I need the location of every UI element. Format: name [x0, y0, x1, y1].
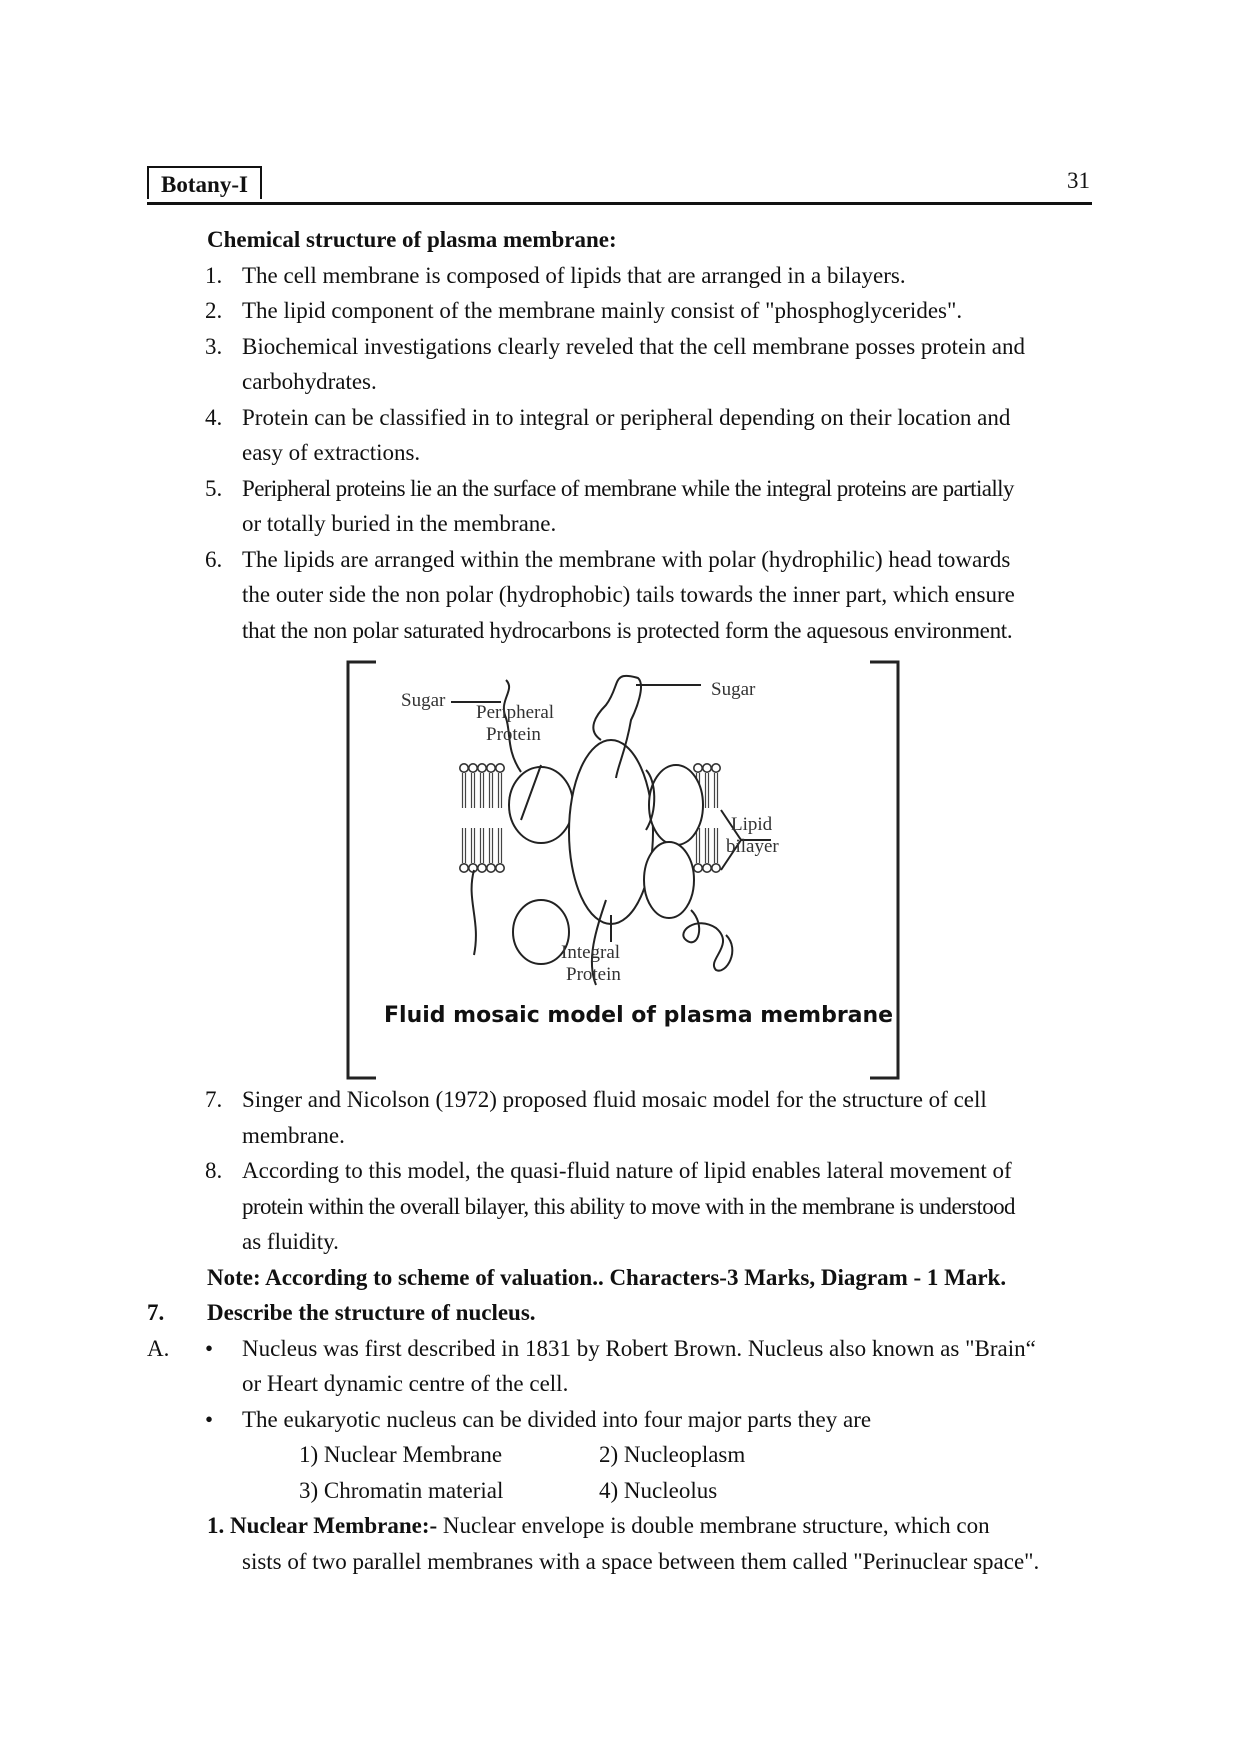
lipid-tail [706, 773, 709, 808]
item-text: protein within the overall bilayer, this ability to move with in the membrane is understood [242, 1193, 1015, 1219]
list-item-continuation [147, 1118, 1107, 1154]
chain-coil [683, 910, 732, 971]
item-text: the outer side the non polar (hydrophobic) tails towards the inner part, which ensure [242, 582, 1015, 607]
integral-label-1: Integral [561, 942, 621, 963]
nucleus-parts [299, 1437, 1107, 1473]
item-number: 8. [205, 1158, 223, 1183]
lipid-tail [490, 828, 493, 863]
nucleus-part: 1) Nuclear Membrane [299, 1442, 503, 1467]
item-text: membrane. [242, 1122, 345, 1148]
item-text: The cell membrane is composed of lipids that are arranged in a bilayers. [242, 262, 906, 288]
integral-label-2: Protein [566, 964, 621, 985]
list-item [147, 471, 1107, 507]
lipid-tail [715, 773, 718, 808]
answer-bullet [147, 1331, 1107, 1367]
list-item [147, 542, 1107, 578]
lipid-tail [499, 828, 502, 863]
list-item-continuation [147, 435, 1107, 471]
nucleus-part: 2) Nucleoplasm [599, 1442, 746, 1467]
answer-label: A. [147, 1335, 170, 1361]
lipid-head [487, 764, 495, 772]
page-number: 31 [1067, 168, 1090, 193]
item-text: The lipids are arranged within the membrane with polar (hydrophilic) head towards [242, 546, 1011, 572]
lipid-head [496, 764, 504, 772]
list-item [147, 400, 1107, 436]
sugar-left-label: Sugar [401, 690, 446, 711]
item-number: 4. [205, 404, 223, 430]
lipid-label-2: bilayer [726, 836, 779, 857]
lipid-tail [697, 828, 700, 863]
bullet-text: The eukaryotic nucleus can be divided into four major parts they are [242, 1406, 872, 1432]
lipid-tail [490, 773, 493, 808]
item-number: 1. [205, 262, 223, 288]
list-item-continuation [147, 577, 1107, 613]
lipid-tail [706, 828, 709, 863]
nuclear-membrane-continuation [147, 1544, 1107, 1580]
lipid-head [496, 864, 504, 872]
lipid-head [694, 764, 702, 772]
lipid-head [460, 764, 468, 772]
list-item-continuation [147, 1189, 1107, 1225]
peripheral-label-2: Protein [486, 724, 541, 745]
item-number: 3. [205, 333, 223, 359]
question-number: 7. [147, 1300, 165, 1325]
lipid-head [703, 764, 711, 772]
lipid-head [712, 764, 720, 772]
lipid-tail [472, 773, 475, 808]
lipid-tail [463, 773, 466, 808]
point-label: 1. Nuclear Membrane:- [207, 1513, 438, 1538]
subject-label: Botany-I [147, 166, 262, 199]
lipid-head [487, 864, 495, 872]
nucleus-part: 4) Nucleolus [599, 1477, 718, 1503]
answer-bullet [147, 1402, 1107, 1438]
item-text: Peripheral proteins lie an the surface of membrane while the integral proteins are partially [242, 475, 1014, 501]
list-item [147, 1153, 1107, 1189]
item-text: as fluidity. [242, 1229, 339, 1254]
integral-protein [569, 740, 653, 924]
item-number: 7. [205, 1087, 223, 1112]
question-row [147, 1295, 1107, 1331]
lipid-tail [499, 773, 502, 808]
sugar-right-label: Sugar [711, 679, 756, 700]
lipid-tail [472, 828, 475, 863]
nucleus-part: 3) Chromatin material [299, 1477, 504, 1503]
list-item [147, 258, 1107, 294]
list-item-continuation [147, 613, 1107, 649]
lipid-tail [463, 828, 466, 863]
list-item-continuation [147, 1224, 1107, 1260]
fluid-mosaic-figure [346, 660, 900, 1080]
lipid-tail [481, 773, 484, 808]
bullet-text: or Heart dynamic centre of the cell. [242, 1371, 569, 1396]
lipid-head [478, 764, 486, 772]
point-text: sists of two parallel membranes with a space between them called "Perinuclear space". [242, 1548, 1040, 1574]
integral-protein-small [649, 765, 703, 845]
list-item-continuation [147, 364, 1107, 400]
peripheral-protein [509, 767, 573, 843]
valuation-note: Note: According to scheme of valuation.. Characters-3 Marks, Diagram - 1 Mark. [207, 1264, 1007, 1290]
item-number: 2. [205, 298, 223, 323]
lipid-head [469, 764, 477, 772]
lipid-tail [715, 828, 718, 863]
nuclear-membrane-point [207, 1508, 1107, 1544]
lipid-tail [481, 828, 484, 863]
bullet-icon: • [205, 1406, 214, 1432]
item-text: that the non polar saturated hydrocarbons is protected form the aquesous environment. [242, 617, 1013, 643]
bullet-icon: • [205, 1335, 214, 1361]
lipid-label-1: Lipid [731, 814, 773, 835]
lipid-head [703, 864, 711, 872]
lipid-head [478, 864, 486, 872]
page-header [147, 166, 1092, 205]
lipid-head [460, 864, 468, 872]
list-item-continuation [147, 506, 1107, 542]
item-text: According to this model, the quasi-fluid nature of lipid enables lateral movement of [242, 1158, 1012, 1183]
item-text: carbohydrates. [242, 369, 377, 394]
peripheral-label-1: Peripheral [476, 702, 555, 723]
item-number: 6. [205, 546, 223, 572]
bullet-text: Nucleus was first described in 1831 by Robert Brown. Nucleus also known as "Brain“ [242, 1335, 1036, 1361]
item-text: The lipid component of the membrane mainly consist of "phosphoglycerides". [242, 298, 963, 323]
point-text: Nuclear envelope is double membrane structure, which con [437, 1513, 990, 1538]
list-item [147, 293, 1107, 329]
integral-protein-lower [644, 842, 694, 918]
question-text: Describe the structure of nucleus. [207, 1300, 536, 1325]
item-number: 5. [205, 475, 223, 501]
list-item [147, 329, 1107, 365]
lipid-head [694, 864, 702, 872]
figure-caption: Fluid mosaic model of plasma membrane [384, 1003, 894, 1028]
item-text: Singer and Nicolson (1972) proposed fluid mosaic model for the structure of cell [242, 1087, 987, 1112]
list-item [147, 1082, 1107, 1118]
section-heading: Chemical structure of plasma membrane: [207, 227, 617, 252]
item-text: Protein can be classified in to integral or peripheral depending on their location and [242, 404, 1011, 430]
item-text: or totally buried in the membrane. [242, 511, 557, 536]
item-text: easy of extractions. [242, 440, 421, 465]
answer-bullet-continuation [147, 1366, 1107, 1402]
membrane-diagram [346, 660, 900, 1080]
lipid-head [712, 864, 720, 872]
chain-left-bottom [472, 870, 476, 955]
item-text: Biochemical investigations clearly reveled that the cell membrane posses protein and [242, 333, 1026, 359]
nucleus-parts [299, 1473, 1107, 1509]
